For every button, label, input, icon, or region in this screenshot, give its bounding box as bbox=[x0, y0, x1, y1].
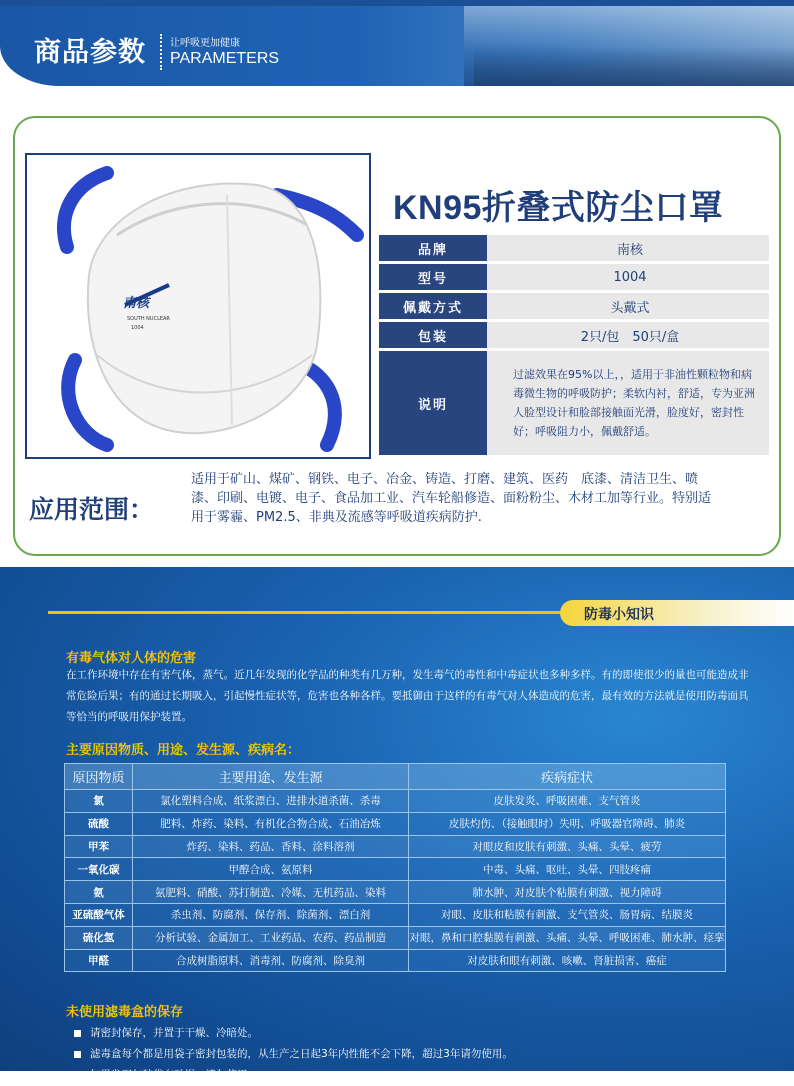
spec-key: 佩戴方式 bbox=[379, 293, 487, 319]
symptom-cell: 皮肤灼伤、（接触眼时）失明、呼吸器官障碍、肺炎 bbox=[409, 812, 726, 835]
substance-cell: 硫化氢 bbox=[65, 926, 133, 949]
hazard-text: 在工作环境中存在有害气体，蒸气。近几年发现的化学品的种类有几万种，发生毒气的毒性和中毒症状也多种多样。有的即使很少的量也可能造成非常危险后果；有的通过长期吸入，引起慢性症状等，危害也各种各样。要抵御由于这样的有毒气对人体造成的危害，最有效的方法就是使用防毒面具等恰当的呼吸用保护装置。 bbox=[66, 669, 749, 723]
mask-model-mark: 1004 bbox=[131, 325, 144, 331]
usage-cell: 炸药、染料、药品、香料、涂料溶剂 bbox=[133, 835, 409, 858]
table-row bbox=[65, 881, 726, 904]
table-header: 原因物质 bbox=[65, 764, 133, 790]
table-row bbox=[65, 903, 726, 926]
symptom-cell: 对眼、皮肤和粘膜有刺激、支气管炎、肠胃病、结膜炎 bbox=[409, 903, 726, 926]
bullet-icon bbox=[74, 1030, 81, 1037]
header-top-line bbox=[0, 0, 794, 6]
spec-key: 型号 bbox=[379, 264, 487, 290]
header-banner bbox=[0, 0, 794, 96]
table-row bbox=[65, 835, 726, 858]
usage-cell: 分析试验、金属加工、工业药品、农药、药品制造 bbox=[133, 926, 409, 949]
section-tag bbox=[560, 600, 794, 626]
spec-row bbox=[379, 235, 769, 261]
list-item bbox=[74, 1023, 754, 1044]
usage-cell: 肥料、炸药、染料、有机化合物合成、石油冶炼 bbox=[133, 812, 409, 835]
header-title: 商品参数 bbox=[34, 37, 146, 68]
symptom-cell: 对眼皮和皮肤有刺激、头痛、头晕、疲劳 bbox=[409, 835, 726, 858]
storage-title: 未使用滤毒盒的保存 bbox=[66, 1005, 184, 1020]
usage-cell: 氯化塑料合成、纸浆漂白、进排水道杀菌、杀毒 bbox=[133, 790, 409, 813]
table-row bbox=[65, 812, 726, 835]
spec-row bbox=[379, 264, 769, 290]
spec-row bbox=[379, 322, 769, 348]
substance-cell: 氯 bbox=[65, 790, 133, 813]
spec-value: 南核 bbox=[487, 235, 769, 261]
symptom-cell: 对皮肤和眼有刺激、咳嗽、肾脏损害、癌症 bbox=[409, 949, 726, 972]
usage-cell: 合成树脂原料、消毒剂、防腐剂、除臭剂 bbox=[133, 949, 409, 972]
table-row bbox=[65, 790, 726, 813]
spec-key: 品牌 bbox=[379, 235, 487, 261]
substance-cell: 甲醛 bbox=[65, 949, 133, 972]
spec-table bbox=[379, 232, 769, 458]
list-item bbox=[74, 1044, 754, 1065]
usage-text: 适用于矿山、煤矿、钢铁、电子、冶金、铸造、打磨、建筑、医药 底漆、清洁卫生、喷漆、印刷、电镀、电子、食品加工业、汽车轮船修造、面粉粉尘、木材工加等行业。特别适用于雾霾、PM2.5、非典及流感等呼吸道疾病防护. bbox=[191, 472, 712, 525]
table-header-row bbox=[65, 764, 726, 790]
symptom-cell: 中毒、头痛、呕吐、头晕、四肢疼痛 bbox=[409, 858, 726, 881]
section-tag-label: 防毒小知识 bbox=[584, 607, 654, 623]
spec-key: 说明 bbox=[379, 351, 487, 455]
table-header: 主要用途、发生源 bbox=[133, 764, 409, 790]
substance-cell: 甲苯 bbox=[65, 835, 133, 858]
spec-key: 包装 bbox=[379, 322, 487, 348]
spec-value: 1004 bbox=[487, 264, 769, 290]
scenery-image bbox=[474, 46, 794, 86]
substance-cell: 氨 bbox=[65, 881, 133, 904]
table-row bbox=[65, 926, 726, 949]
symptom-cell: 对眼，鼻和口腔黏膜有刺激、头痛、头晕、呼吸困难、肺水肿、痉挛 bbox=[409, 926, 726, 949]
substance-cell: 亚硫酸气体 bbox=[65, 903, 133, 926]
product-title: KN95折叠式防尘口罩 bbox=[393, 189, 724, 227]
substance-cell: 一氧化碳 bbox=[65, 858, 133, 881]
spec-row bbox=[379, 293, 769, 319]
list-item-text: 请密封保存，并置于干燥、冷暗处。 bbox=[90, 1027, 258, 1039]
usage-cell: 甲醇合成、氨原料 bbox=[133, 858, 409, 881]
knowledge-section bbox=[0, 567, 794, 1081]
spec-description: 过滤效果在95%以上，，适用于非油性颗粒物和病毒微生物的呼吸防护；柔软内衬，舒适，专为亚洲人脸型设计和脸部接触面光滑，脸度好，密封性好；呼吸阻力小，佩戴舒适。 bbox=[487, 351, 769, 455]
bullet-icon bbox=[74, 1051, 81, 1058]
spec-value: 头戴式 bbox=[487, 293, 769, 319]
bullet-icon bbox=[74, 1072, 81, 1079]
product-card bbox=[13, 116, 781, 556]
table-header: 疾病症状 bbox=[409, 764, 726, 790]
storage-list bbox=[74, 1023, 754, 1086]
usage-cell: 氨肥料、硝酸、苏打制造、冷媒、无机药品、染料 bbox=[133, 881, 409, 904]
header-divider bbox=[160, 34, 162, 70]
spec-row bbox=[379, 351, 769, 455]
mask-brand-mark: 南核 bbox=[123, 296, 150, 311]
toxic-substance-table bbox=[64, 763, 726, 972]
table-row bbox=[65, 949, 726, 972]
hazard-title: 有毒气体对人体的危害 bbox=[66, 651, 197, 666]
mask-brand-en: SOUTH NUCLEAR bbox=[127, 316, 170, 322]
list-item-text: 如果发现包装袋有破损，请勿使用。 bbox=[90, 1069, 258, 1081]
symptom-cell: 皮肤发炎、呼吸困难、支气管炎 bbox=[409, 790, 726, 813]
header-english: PARAMETERS bbox=[170, 50, 280, 67]
list-item bbox=[74, 1065, 754, 1086]
table-title: 主要原因物质、用途、发生源、疾病名： bbox=[66, 743, 301, 758]
substance-cell: 硫酸 bbox=[65, 812, 133, 835]
symptom-cell: 肺水肿、对皮肤个粘膜有刺激、视力障碍 bbox=[409, 881, 726, 904]
mask-illustration bbox=[27, 155, 369, 457]
table-row bbox=[65, 858, 726, 881]
product-image bbox=[25, 153, 371, 459]
usage-cell: 杀虫剂、防腐剂、保存剂、除菌剂、漂白剂 bbox=[133, 903, 409, 926]
header-subtitle: 让呼吸更加健康 bbox=[170, 38, 240, 49]
list-item-text: 滤毒盒每个都是用袋子密封包装的，从生产之日起3年内性能不会下降，超过3年请勿使用。 bbox=[90, 1048, 513, 1060]
spec-value: 2只/包 50只/盒 bbox=[487, 322, 769, 348]
usage-title: 应用范围： bbox=[29, 495, 155, 524]
